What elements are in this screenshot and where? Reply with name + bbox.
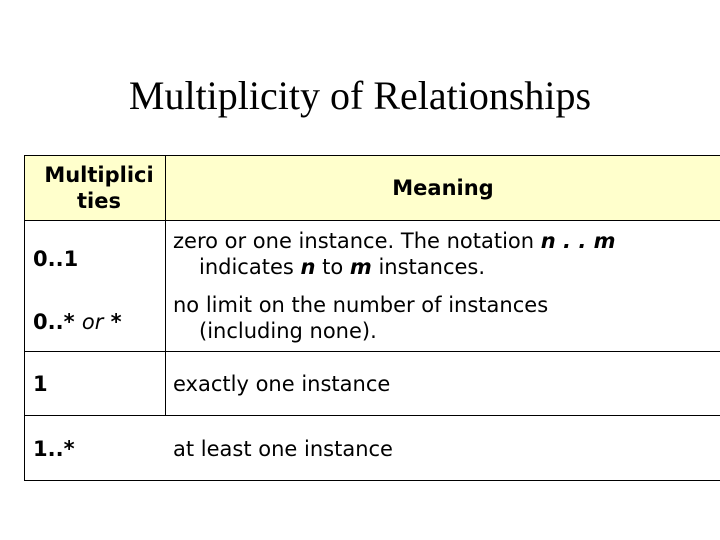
- row1-meaning-text3: to: [315, 255, 350, 279]
- header-meaning: Meaning: [392, 176, 494, 200]
- header-multiplicities-line1: Multiplici: [44, 163, 154, 187]
- row1-meaning-text: zero or one instance. The notation: [173, 229, 541, 253]
- row2-multiplicity-a: 0..*: [33, 310, 82, 334]
- row1-meaning-line1: [173, 228, 720, 254]
- row1-meaning: [173, 228, 720, 280]
- row1-multiplicity: 0..1: [33, 247, 79, 271]
- multiplicity-table: [24, 155, 720, 481]
- header-divider: [25, 220, 720, 221]
- header-multiplicities-line2: ties: [77, 189, 121, 213]
- row3-meaning: exactly one instance: [173, 372, 391, 396]
- row1-notation: n . . m: [540, 229, 616, 253]
- row1-n: n: [300, 255, 316, 279]
- row4-multiplicity: 1..*: [33, 437, 75, 461]
- row-divider: [25, 415, 720, 416]
- row2-multiplicity-b: *: [103, 310, 122, 334]
- row3-multiplicity: 1: [33, 372, 48, 396]
- row1-meaning-text4: instances.: [371, 255, 486, 279]
- row1-m: m: [349, 255, 372, 279]
- row2-multiplicity-or: or: [81, 310, 104, 334]
- header-multiplicities: [33, 162, 165, 214]
- row2-multiplicity: [33, 309, 122, 335]
- row2-meaning: [173, 292, 720, 344]
- row1-meaning-line2: [173, 254, 720, 280]
- slide-title: Multiplicity of Relationships: [128, 73, 592, 118]
- row2-meaning-line1: no limit on the number of instances: [173, 293, 549, 317]
- row4-meaning: at least one instance: [173, 437, 393, 461]
- row-divider: [25, 351, 720, 352]
- row1-meaning-text2: indicates: [199, 255, 301, 279]
- row2-meaning-line2: (including none).: [199, 319, 377, 343]
